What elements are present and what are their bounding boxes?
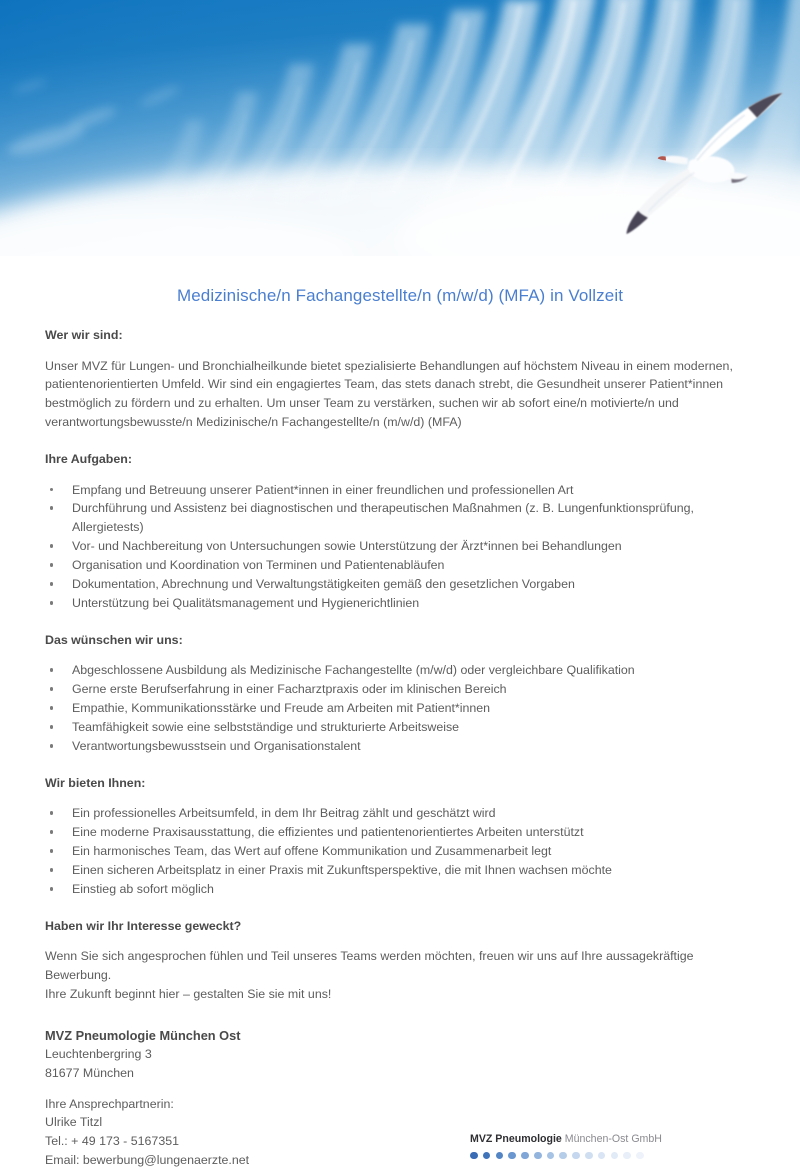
list-item: Einstieg ab sofort möglich (45, 880, 755, 899)
list-item: Ein harmonisches Team, das Wert auf offene Kommunikation und Zusammenarbeit legt (45, 842, 755, 861)
apply-closing: Ihre Zukunft beginnt hier – gestalten Sie sie mit uns! (45, 985, 755, 1004)
logo-dot-11 (611, 1152, 619, 1160)
section-heading-apply: Haben wir Ihr Interesse geweckt? (45, 918, 755, 934)
logo-dot-2 (496, 1152, 504, 1160)
job-posting-body (0, 286, 800, 1169)
contact-person-label: Ihre Ansprechpartnerin: (45, 1095, 755, 1114)
list-item: Empfang und Betreuung unserer Patient*innen in einer freundlichen und professionellen Art (45, 481, 755, 500)
list-item: Einen sicheren Arbeitsplatz in einer Praxis mit Zukunftsperspektive, die mit Ihnen wachsen möchte (45, 861, 755, 880)
logo-dot-12 (623, 1152, 631, 1160)
logo-dot-9 (585, 1152, 593, 1160)
contact-email[interactable]: Email: bewerbung@lungenaerzte.net (45, 1151, 755, 1169)
offer-list (45, 804, 755, 899)
list-item: Teamfähigkeit sowie eine selbstständige und strukturierte Arbeitsweise (45, 718, 755, 737)
logo-text (470, 1134, 700, 1146)
hero-image (0, 0, 800, 256)
logo-dot-0 (470, 1152, 478, 1160)
list-item: Empathie, Kommunikationsstärke und Freude am Arbeiten mit Patient*innen (45, 699, 755, 718)
logo-dot-6 (547, 1152, 555, 1160)
section-heading-profile: Das wünschen wir uns: (45, 632, 755, 648)
profile-list (45, 661, 755, 756)
section-heading-about: Wer wir sind: (45, 327, 755, 343)
contact-person-name: Ulrike Titzl (45, 1113, 755, 1132)
logo-dots (470, 1152, 700, 1160)
list-item: Durchführung und Assistenz bei diagnostischen und therapeutischen Maßnahmen (z. B. Lungenfunktionsprüfung, Allergietests) (45, 499, 755, 537)
logo-dot-13 (636, 1152, 644, 1160)
logo-dot-4 (521, 1152, 529, 1160)
page-title: Medizinische/n Fachangestellte/n (m/w/d) (MFA) in Vollzeit (45, 286, 755, 306)
list-item: Eine moderne Praxisausstattung, die effizientes und patientenorientiertes Arbeiten unterstützt (45, 823, 755, 842)
logo-dot-3 (508, 1152, 516, 1160)
logo-dot-1 (483, 1152, 491, 1160)
contact-phone[interactable]: Tel.: + 49 173 - 5167351 (45, 1132, 755, 1151)
company-street: Leuchtenbergring 3 (45, 1045, 755, 1064)
list-item: Organisation und Koordination von Terminen und Patientenabläufen (45, 556, 755, 575)
logo-dot-7 (559, 1152, 567, 1160)
section-heading-offer: Wir bieten Ihnen: (45, 775, 755, 791)
logo-dot-5 (534, 1152, 542, 1160)
company-name: MVZ Pneumologie München Ost (45, 1026, 755, 1045)
list-item: Abgeschlossene Ausbildung als Medizinische Fachangestellte (m/w/d) oder vergleichbare Qualifikation (45, 661, 755, 680)
about-paragraph: Unser MVZ für Lungen- und Bronchialheilkunde bietet spezialisierte Behandlungen auf höchstem Niveau in einem modernen, patientenorientierten Umfeld. Wir sind ein engagiertes Team, das stets danach strebt, die Gesundheit unserer Patient*innen bestmöglich zu fördern und zu erhalten. Um unser Team zu verstärken, suchen wir ab sofort eine/n motivierte/n und verantwortungsbewusste/n Medizinische/n Fachangestellte/n (m/w/d) (MFA) (45, 357, 755, 433)
apply-paragraph: Wenn Sie sich angesprochen fühlen und Teil unseres Teams werden möchten, freuen wir uns auf Ihre aussagekräftige Bewerbung. (45, 947, 755, 985)
logo-dot-8 (572, 1152, 580, 1160)
list-item: Unterstützung bei Qualitätsmanagement und Hygienerichtlinien (45, 594, 755, 613)
company-logo (470, 1134, 700, 1159)
footer (45, 1026, 755, 1169)
list-item: Verantwortungsbewusstsein und Organisationstalent (45, 737, 755, 756)
logo-dot-10 (598, 1152, 606, 1160)
logo-light-text: München-Ost GmbH (565, 1133, 662, 1145)
sky-illustration (0, 0, 800, 256)
company-city: 81677 München (45, 1064, 755, 1083)
section-heading-tasks: Ihre Aufgaben: (45, 451, 755, 467)
list-item: Dokumentation, Abrechnung und Verwaltungstätigkeiten gemäß den gesetzlichen Vorgaben (45, 575, 755, 594)
list-item: Vor- und Nachbereitung von Untersuchungen sowie Unterstützung der Ärzt*innen bei Behandlungen (45, 537, 755, 556)
list-item: Gerne erste Berufserfahrung in einer Facharztpraxis oder im klinischen Bereich (45, 680, 755, 699)
list-item: Ein professionelles Arbeitsumfeld, in dem Ihr Beitrag zählt und geschätzt wird (45, 804, 755, 823)
tasks-list (45, 481, 755, 614)
logo-bold-text: MVZ Pneumologie (470, 1133, 562, 1145)
